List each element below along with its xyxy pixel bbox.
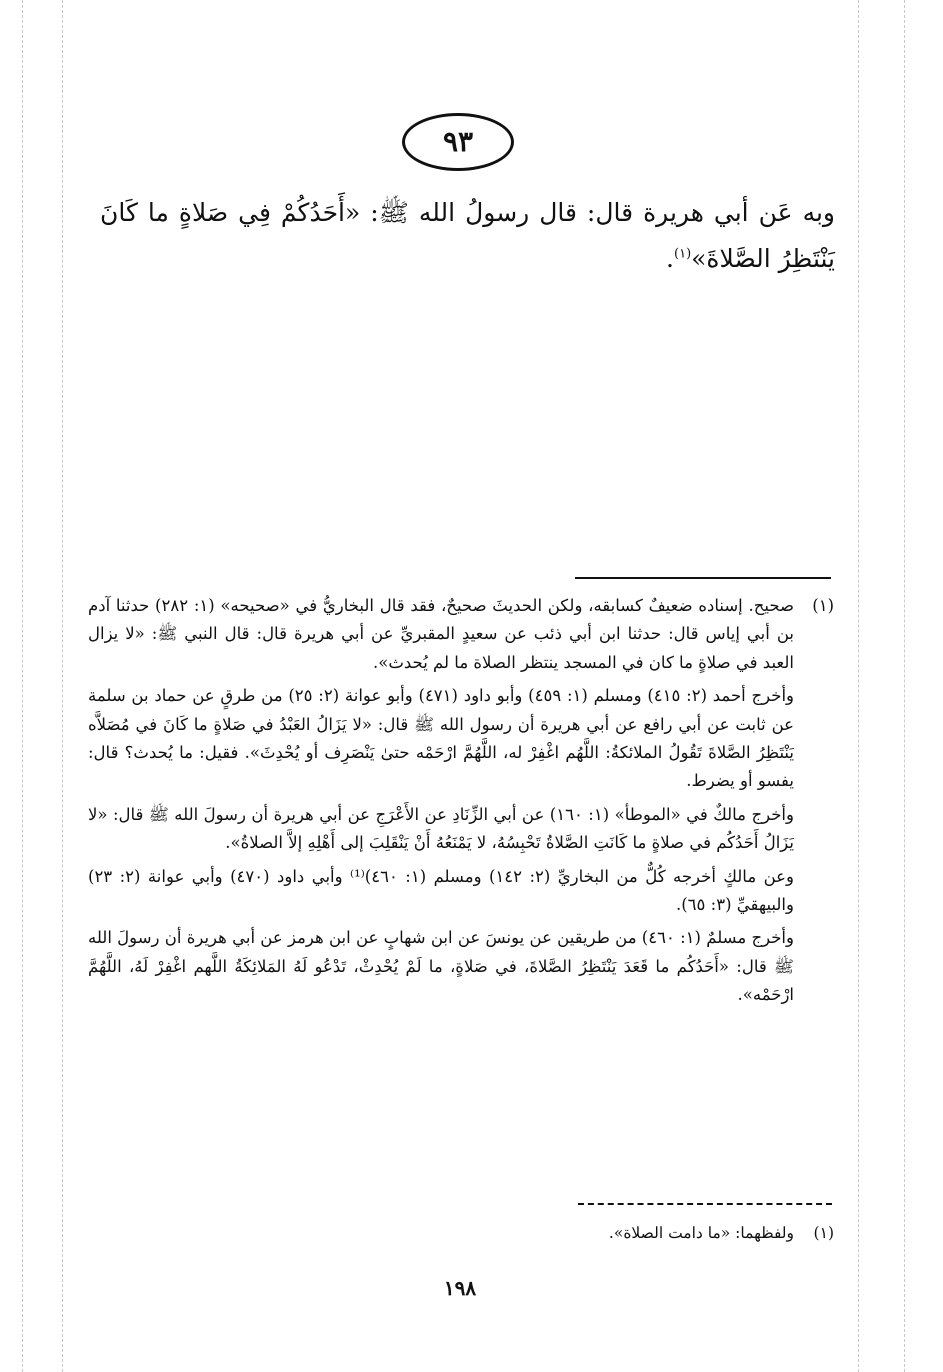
footnote-paragraph: وأخرج مسلمٌ (١: ٤٦٠) من طريقين عن يونسَ عن ابن شهابٍ عن ابن هرمز عن أبي هريرة أن رسولَ الله ﷺ قال: «أَحَدُكُم ما قَعَدَ يَنْتَظِرُ الصَّلاةَ، في صَلاةٍ، ما لَمْ يُحْدِثْ، تَدْعُو لَهُ المَلائِكَةُ اللَّهم اغْفِرْ لَهُ، اللَّهُمَّ ارْحَمْه». [88,928,794,1005]
footnote-body [88,592,794,1015]
footnote-paragraph: صحيح. إسناده ضعيفٌ كسابقه، ولكن الحديثَ صحيحٌ، فقد قال البخاريُّ في «صحيحه» (١: ٢٨٢) حدثنا آدم بن أبي إياس قال: حدثنا ابن أبي ذئب عن سعيدٍ المقبريِّ عن أبي هريرة قال: قال النبي ﷺ: «لا يزال العبد في صلاةٍ ما كان في المسجد ينتظر الصلاة ما لم يُحدث». [88,596,794,672]
footnote-paragraph: وأخرج مالكٌ في «الموطأ» (١: ١٦٠) عن أبي الزِّنَادِ عن الأَعْرَجِ عن أبي هريرة أن رسولَ الله ﷺ قال: «لا يَزَالُ أَحَدُكُم في صلاةٍ ما كَانَتِ الصَّلاةُ تَحْبِسُهُ، لا يَمْنَعُهُ أَنْ يَنْقَلِبَ إلى أَهْلِهِ إلاَّ الصلاةُ». [88,804,794,853]
footnote-1 [88,592,834,1015]
footnote-section [88,592,834,1015]
sub-footnote [500,1220,834,1246]
hadith-number-badge [402,113,514,171]
scan-line [904,0,905,1372]
sub-footnote-text: ولفظهما: «ما دامت الصلاة». [608,1224,794,1242]
hadith-text-end: . [666,244,674,273]
sub-footnote-number: (١) [813,1224,834,1242]
scan-line [62,0,63,1372]
hadith-text [100,190,835,282]
hadith-number: ٩٣ [442,125,474,158]
scan-line [22,0,23,1372]
footnote-separator [575,577,831,579]
footnote-paragraph: وعن مالكٍ أخرجه كُلٌّ من البخاريِّ (٢: ١٤٢) ومسلم (١: ٤٦٠)⁽¹⁾ وأبي داود (٤٧٠) وأبي عوانة (٢: ٢٣) والبيهقيِّ (٣: ٦٥). [88,866,794,915]
scan-line [858,0,859,1372]
footnote-paragraph: وأخرج أحمد (٢: ٤١٥) ومسلم (١: ٤٥٩) وأبو داود (٤٧١) وأبو عوانة (٢: ٢٥) من طرقٍ عن حماد بن سلمة عن ثابت عن أبي رافع عن أبي هريرة أن رسول الله ﷺ قال: «لا يَزَالُ العَبْدُ في صَلاةٍ ما كَانَ في مُصَلاَّه يَنْتَظِرُ الصَّلاةَ تَقُولُ الملائكةُ: اللَّهُم اغْفِرْ له، اللَّهُمَّ ارْحَمْه حتىٰ يَنْصَرِف أو يُحْدِثَ». فقيل: ما يُحدث؟ قال: يفسو أو يضرط. [88,686,795,791]
page-number: ١٩٨ [443,1276,477,1300]
sub-footnote-separator [578,1203,832,1205]
hadith-text-line-1: وبه عَن أبي هريرة قال: قال رسولُ الله ﷺ: «أَحَدُكُمْ فِي صَلاةٍ ما [147,198,835,227]
hadith-text-line-2: كَانَ يَنْتَظِرُ الصَّلاةَ» [100,198,835,273]
footnote-reference: (١) [674,246,692,262]
footnote-number: (١) [812,596,834,615]
